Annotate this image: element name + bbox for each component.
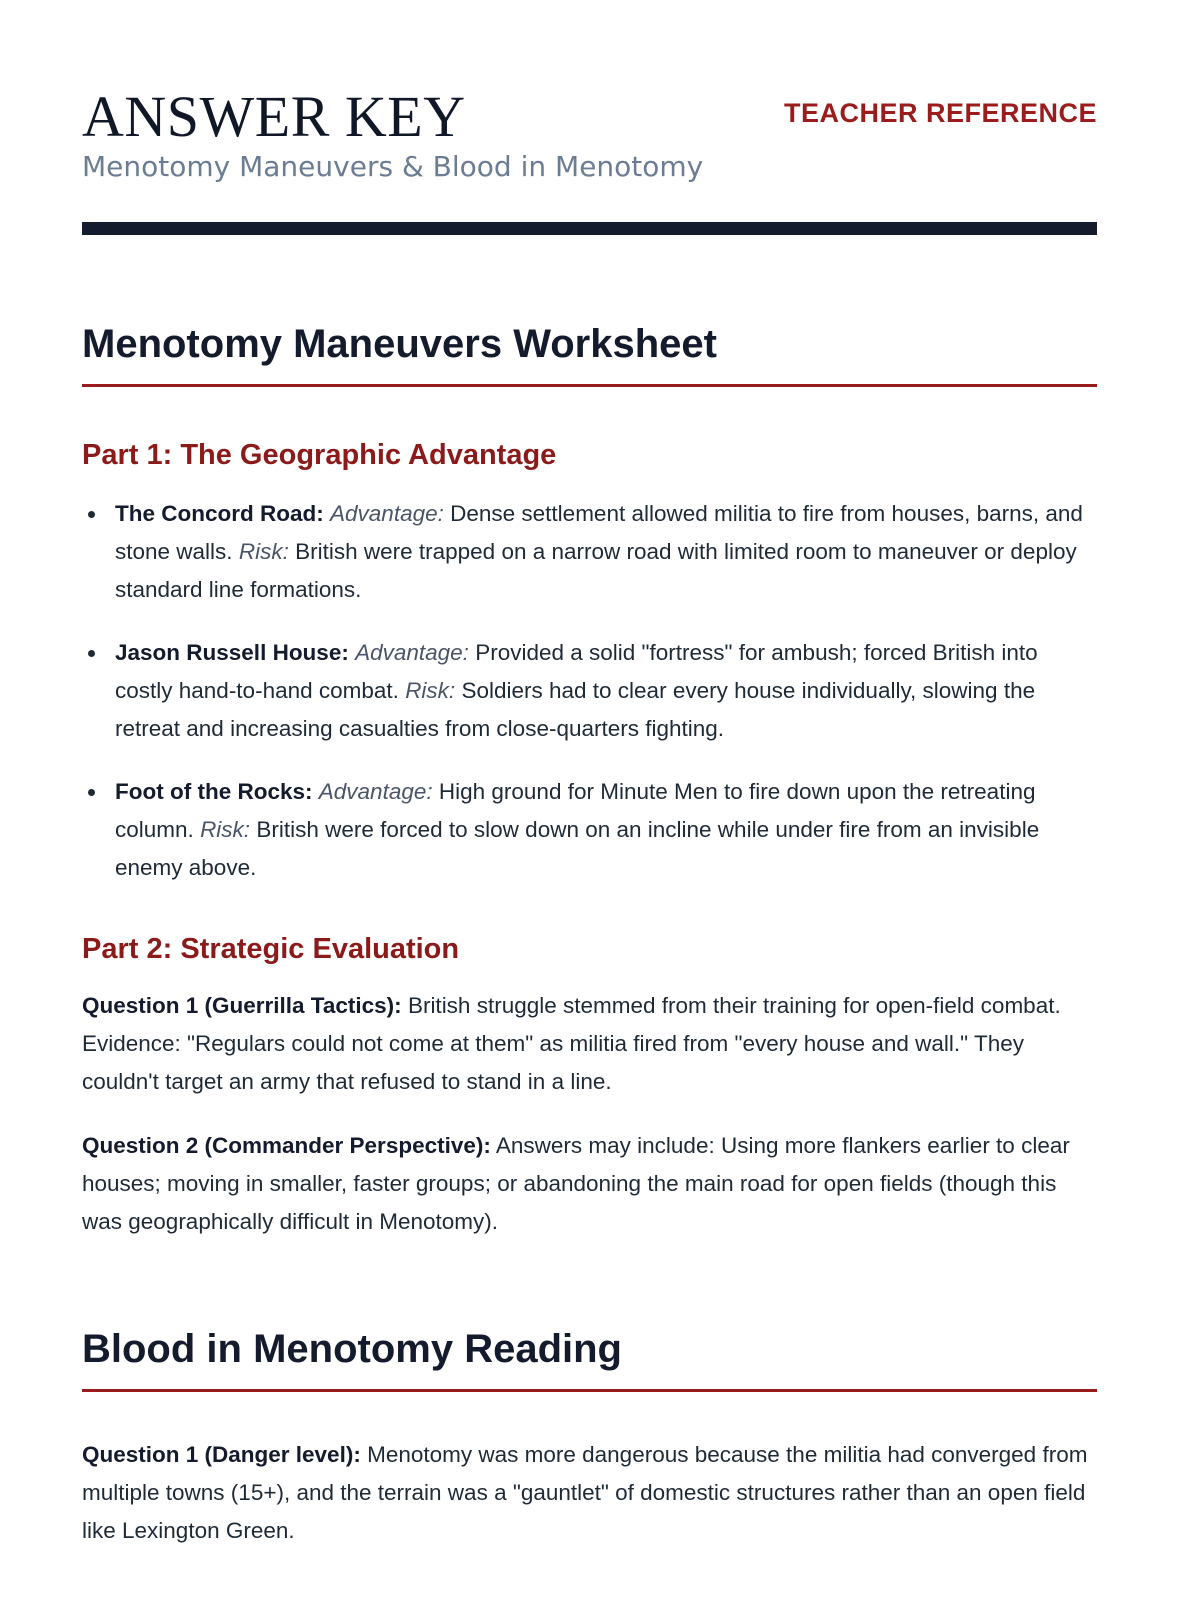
list-item bbox=[82, 773, 1097, 887]
part2-question-1 bbox=[82, 987, 1097, 1101]
answer-text: Answers may include: Using more flankers earlier to clear houses; moving in smaller, faster groups; or abandoning the main road for open fields (though this was geographically difficult in Menotomy). bbox=[82, 1133, 1070, 1234]
page-subtitle: Menotomy Maneuvers & Blood in Menotomy bbox=[82, 150, 704, 183]
risk-text: British were forced to slow down on an incline while under fire from an invisible enemy above. bbox=[115, 817, 1040, 880]
question-label: Question 1 (Guerrilla Tactics): bbox=[82, 993, 402, 1018]
reading-section bbox=[82, 1325, 1097, 1550]
part2-question-2 bbox=[82, 1127, 1097, 1241]
list-item bbox=[82, 495, 1097, 609]
risk-text: Soldiers had to clear every house individually, slowing the retreat and increasing casualties from close-quarters fighting. bbox=[115, 678, 1036, 741]
advantage-label: Advantage: bbox=[330, 501, 444, 526]
reading-title: Blood in Menotomy Reading bbox=[82, 1325, 1097, 1392]
worksheet-title: Menotomy Maneuvers Worksheet bbox=[82, 320, 1097, 387]
risk-label: Risk: bbox=[405, 678, 456, 703]
page-title: ANSWER KEY bbox=[82, 84, 466, 149]
reading-question-1 bbox=[82, 1436, 1097, 1550]
advantage-text: Provided a solid "fortress" for ambush; forced British into costly hand-to-hand combat. bbox=[115, 640, 1038, 703]
document-header bbox=[82, 0, 1097, 238]
answer-text: Menotomy was more dangerous because the militia had converged from multiple towns (15+), and the terrain was a "gauntlet" of domestic structures rather than an open field like Lexington Green. bbox=[82, 1442, 1088, 1543]
question-label: Question 1 (Danger level): bbox=[82, 1442, 361, 1467]
teacher-reference-badge: TEACHER REFERENCE bbox=[783, 98, 1097, 128]
item-label: The Concord Road: bbox=[115, 501, 324, 526]
item-label: Foot of the Rocks: bbox=[115, 779, 313, 804]
risk-text: British were trapped on a narrow road with limited room to maneuver or deploy standard line formations. bbox=[115, 539, 1077, 602]
worksheet-section bbox=[82, 320, 1097, 1241]
advantage-text: High ground for Minute Men to fire down upon the retreating column. bbox=[115, 779, 1036, 842]
list-item bbox=[82, 634, 1097, 748]
geographic-advantage-list bbox=[82, 495, 1097, 887]
part1-title: Part 1: The Geographic Advantage bbox=[82, 439, 557, 471]
risk-label: Risk: bbox=[200, 817, 251, 842]
risk-label: Risk: bbox=[238, 539, 289, 564]
answer-text: British struggle stemmed from their training for open-field combat. Evidence: "Regulars could not come at them" as militia fired from "every house and wall." They couldn't target an army that refused to stand in a line. bbox=[82, 993, 1061, 1094]
advantage-label: Advantage: bbox=[318, 779, 433, 804]
part2-title: Part 2: Strategic Evaluation bbox=[82, 933, 460, 965]
advantage-label: Advantage: bbox=[355, 640, 469, 665]
advantage-text: Dense settlement allowed militia to fire from houses, barns, and stone walls. bbox=[115, 501, 1083, 564]
item-label: Jason Russell House: bbox=[115, 640, 349, 665]
header-divider bbox=[82, 222, 1097, 235]
question-label: Question 2 (Commander Perspective): bbox=[82, 1133, 491, 1158]
